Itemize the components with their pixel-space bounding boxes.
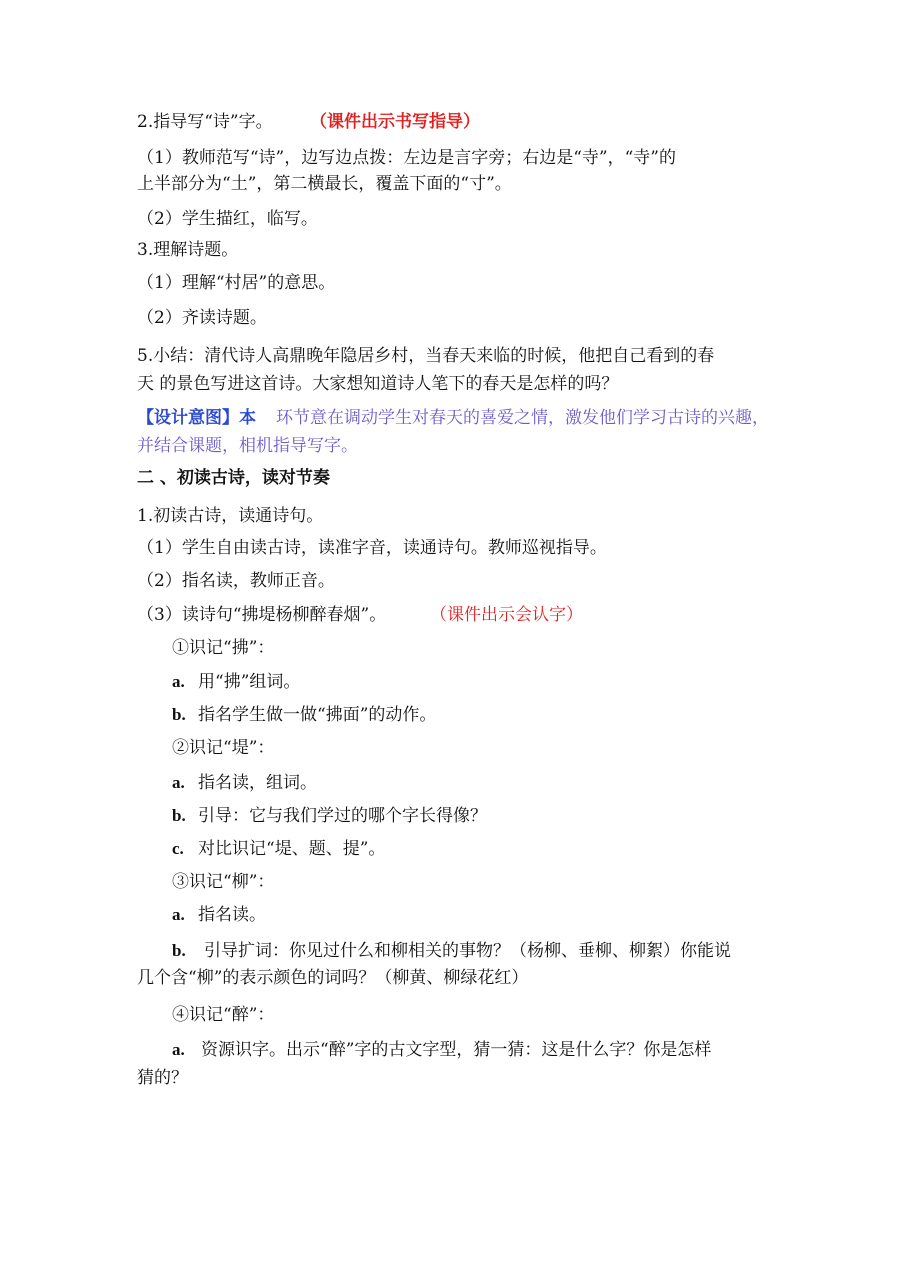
paragraph-line: （2）齐读诗题。	[137, 308, 267, 328]
design-intent-text: 并结合课题，相机指导写字。	[137, 436, 358, 456]
character-heading: ③识记“柳”：	[172, 872, 275, 892]
courseware-note: （课件出示会认字）	[430, 605, 583, 625]
list-marker: a.	[172, 905, 185, 924]
list-marker: b.	[172, 941, 186, 960]
list-marker: c.	[172, 839, 184, 858]
list-item: 用“拂”组词。	[198, 672, 301, 692]
list-item: 指名读，组词。	[198, 773, 317, 793]
paragraph-line: （2）学生描红，临写。	[137, 209, 318, 229]
summary-line: 天 的景色写进这首诗。大家想知道诗人笔下的春天是怎样的吗？	[137, 374, 619, 394]
section-heading: 二 、初读古诗，读对节奏	[137, 468, 330, 488]
paragraph-line: 上半部分为“土”，第二横最长，覆盖下面的“寸”。	[137, 174, 512, 194]
character-heading: ①识记“拂”：	[172, 638, 275, 658]
list-item: 几个含“柳”的表示颜色的词吗？（柳黄、柳绿花红）	[137, 968, 529, 988]
step-1-heading: 1.初读古诗，读通诗句。	[137, 506, 324, 526]
list-marker: a.	[172, 1040, 185, 1059]
design-intent-label: 【设计意图】本	[137, 408, 256, 428]
list-marker: b.	[172, 705, 186, 724]
character-heading: ②识记“堤”：	[172, 738, 275, 758]
list-item: 引导：它与我们学过的哪个字长得像？	[198, 806, 487, 826]
character-heading: ④识记“醉”：	[172, 1005, 275, 1025]
list-item: 对比识记“堤、题、提”。	[198, 839, 386, 859]
list-item: 资源识字。出示“醉”字的古文字型，猜一猜：这是什么字？你是怎样	[201, 1040, 712, 1060]
design-intent-text: 环节意在调动学生对春天的喜爱之情，激发他们学习古诗的兴趣，	[276, 408, 769, 428]
paragraph-line: （1）学生自由读古诗，读准字音，读通诗句。教师巡视指导。	[137, 538, 607, 558]
step-3-heading: 3.理解诗题。	[137, 240, 239, 260]
courseware-note: （课件出示书写指导）	[310, 112, 480, 132]
list-item: 指名读。	[198, 905, 266, 925]
list-item: 引导扩词：你见过什么和柳相关的事物？（杨柳、垂柳、柳絮）你能说	[204, 941, 731, 961]
paragraph-line: （2）指名读，教师正音。	[137, 571, 335, 591]
paragraph-line: （1）教师范写“诗”，边写边点拨：左边是言字旁；右边是“寺”，“寺”的	[137, 148, 676, 168]
paragraph-line: （1）理解“村居”的意思。	[137, 273, 336, 293]
list-item: 猜的？	[137, 1068, 188, 1088]
list-marker: a.	[172, 773, 185, 792]
step-2-heading: 2.指导写“诗”字。	[137, 112, 273, 132]
list-marker: a.	[172, 672, 185, 691]
paragraph-line: （3）读诗句“拂堤杨柳醉春烟”。	[137, 605, 387, 625]
summary-line: 5.小结：清代诗人高鼎晚年隐居乡村，当春天来临的时候，他把自己看到的春	[137, 346, 715, 366]
list-item: 指名学生做一做“拂面”的动作。	[198, 705, 437, 725]
list-marker: b.	[172, 806, 186, 825]
